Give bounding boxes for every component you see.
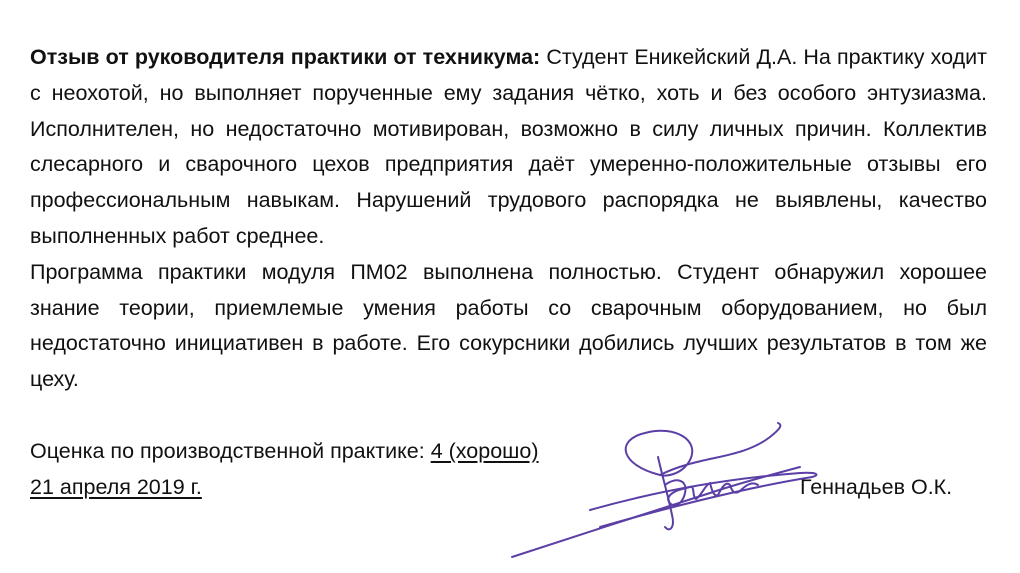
signing-date: 21 апреля 2019 г. <box>30 475 202 499</box>
handwritten-signature <box>500 415 830 565</box>
review-paragraph-2: Программа практики модуля ПМ02 выполнена полностью. Студент обнаружил хорошее знание теории, приемлемые умения работы со сварочным оборудованием, но был недостаточно инициативен в работе. Его сокурсники добились лучших результатов в том же цеху. <box>30 259 987 392</box>
grade-value: 4 (хорошо) <box>430 439 539 463</box>
grade-line <box>30 434 539 468</box>
review-text-1: Студент Еникейский Д.А. На практику ходит с неохотой, но выполняет порученные ему задания чётко, хоть и без особого энтузиазма. Исполнителен, но недостаточно мотивирован, возможно в силу личных причин. Коллектив слесарного и сварочного цехов предприятия даёт умеренно-положительные отзывы его профессиональным навыкам. Нарушений трудового распорядка не выявлены, качество выполненных работ среднее. <box>30 45 987 248</box>
grade-label: Оценка по производственной практике: <box>30 439 425 463</box>
signer-name: Геннадьев О.К. <box>800 475 953 499</box>
review-body <box>30 40 987 398</box>
review-heading: Отзыв от руководителя практики от техникума: <box>30 45 541 69</box>
review-paragraph-1 <box>30 40 987 255</box>
